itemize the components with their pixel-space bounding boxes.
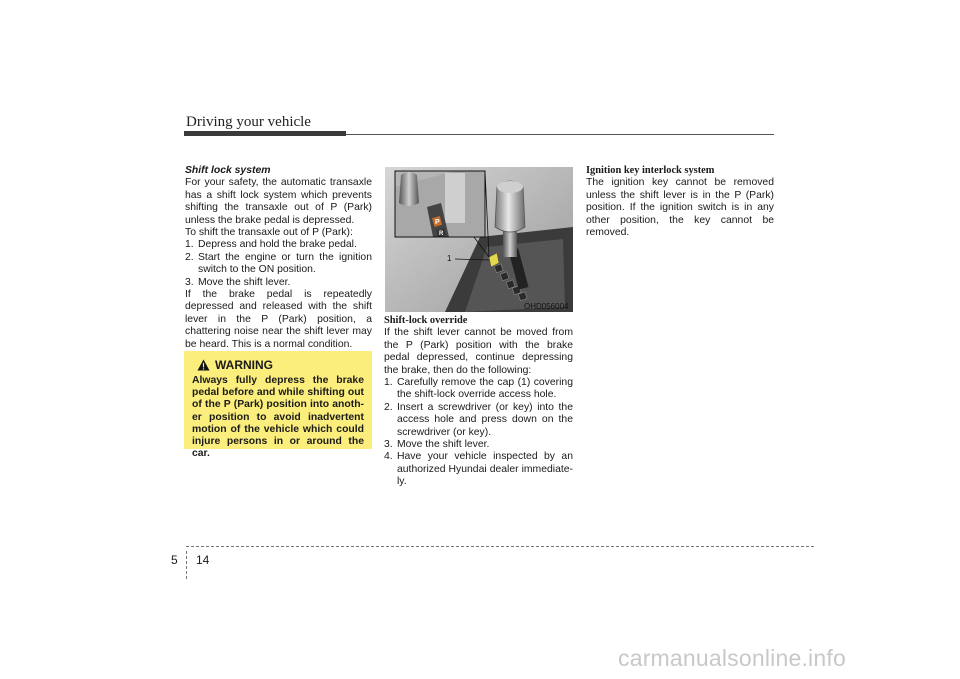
page-number: 14 [196, 553, 210, 567]
column-override [384, 315, 573, 489]
warning-text: Always fully depress the brake pedal before and while shifting out of the P (Park) position into anoth-er position to avoid inadvertent motion of the vehicle which could injure persons in or around the car. [192, 375, 364, 460]
warning-title: WARNING [215, 358, 273, 372]
list-item: 3. Move the shift lever. [185, 276, 291, 288]
interlock-text: The ignition key cannot be removed unless the shift lever is in the P (Park) position. If the ignition switch is in any other position, the key cannot be removed. [586, 177, 774, 239]
shift-lever-illustration [385, 167, 573, 312]
shift-lock-steps-intro: To shift the transaxle out of P (Park): [185, 227, 353, 239]
footer-rule [186, 546, 814, 547]
header-rule [346, 134, 774, 135]
svg-text:P: P [435, 219, 440, 226]
list-item: 3. Move the shift lever. [384, 439, 490, 451]
header-bar [184, 131, 346, 136]
warning-header [197, 358, 364, 372]
shift-lock-heading: Shift lock system [185, 165, 271, 176]
section-title: Driving your vehicle [186, 114, 311, 130]
shift-lock-intro: For your safety, the automatic transaxle has a shift lock system which prevents shifting the transaxle out of P (Park) unless the brake pedal is depressed. [185, 177, 372, 226]
column-shift-lock [185, 165, 372, 351]
figure-code: OHD056004 [524, 302, 569, 311]
column-ignition-interlock [586, 165, 774, 239]
warning-box [184, 351, 372, 460]
list-item: 4. Have your vehicle inspected by an authorized Hyundai dealer immediate-ly. [384, 451, 573, 488]
callout-1: 1 [447, 254, 452, 263]
svg-text:R: R [439, 231, 444, 237]
list-item: 2. Start the engine or turn the ignition switch to the ON position. [185, 251, 372, 276]
watermark: carmanualsonline.info [618, 645, 846, 671]
list-item: 2. Insert a screwdriver (or key) into the access hole and press down on the screwdriver (or key). [384, 401, 573, 438]
override-intro: If the shift lever cannot be moved from the P (Park) position with the brake pedal depressed, continue depressing the brake, then do the following: [384, 327, 573, 376]
footer-divider [186, 551, 187, 579]
interlock-heading: Ignition key interlock system [586, 165, 715, 176]
chapter-number: 5 [171, 553, 178, 567]
override-heading: Shift-lock override [384, 315, 468, 326]
list-item: 1. Depress and hold the brake pedal. [185, 239, 357, 251]
shift-lever-figure [385, 167, 573, 312]
list-item: 1. Carefully remove the cap (1) covering the shift-lock override access hole. [384, 377, 573, 401]
warning-triangle-icon [197, 359, 210, 371]
shift-lock-note: If the brake pedal is repeatedly depressed and released with the shift lever in the P (Park) position, a chattering noise near the shift lever may be heard. This is a normal condition. [185, 289, 372, 350]
